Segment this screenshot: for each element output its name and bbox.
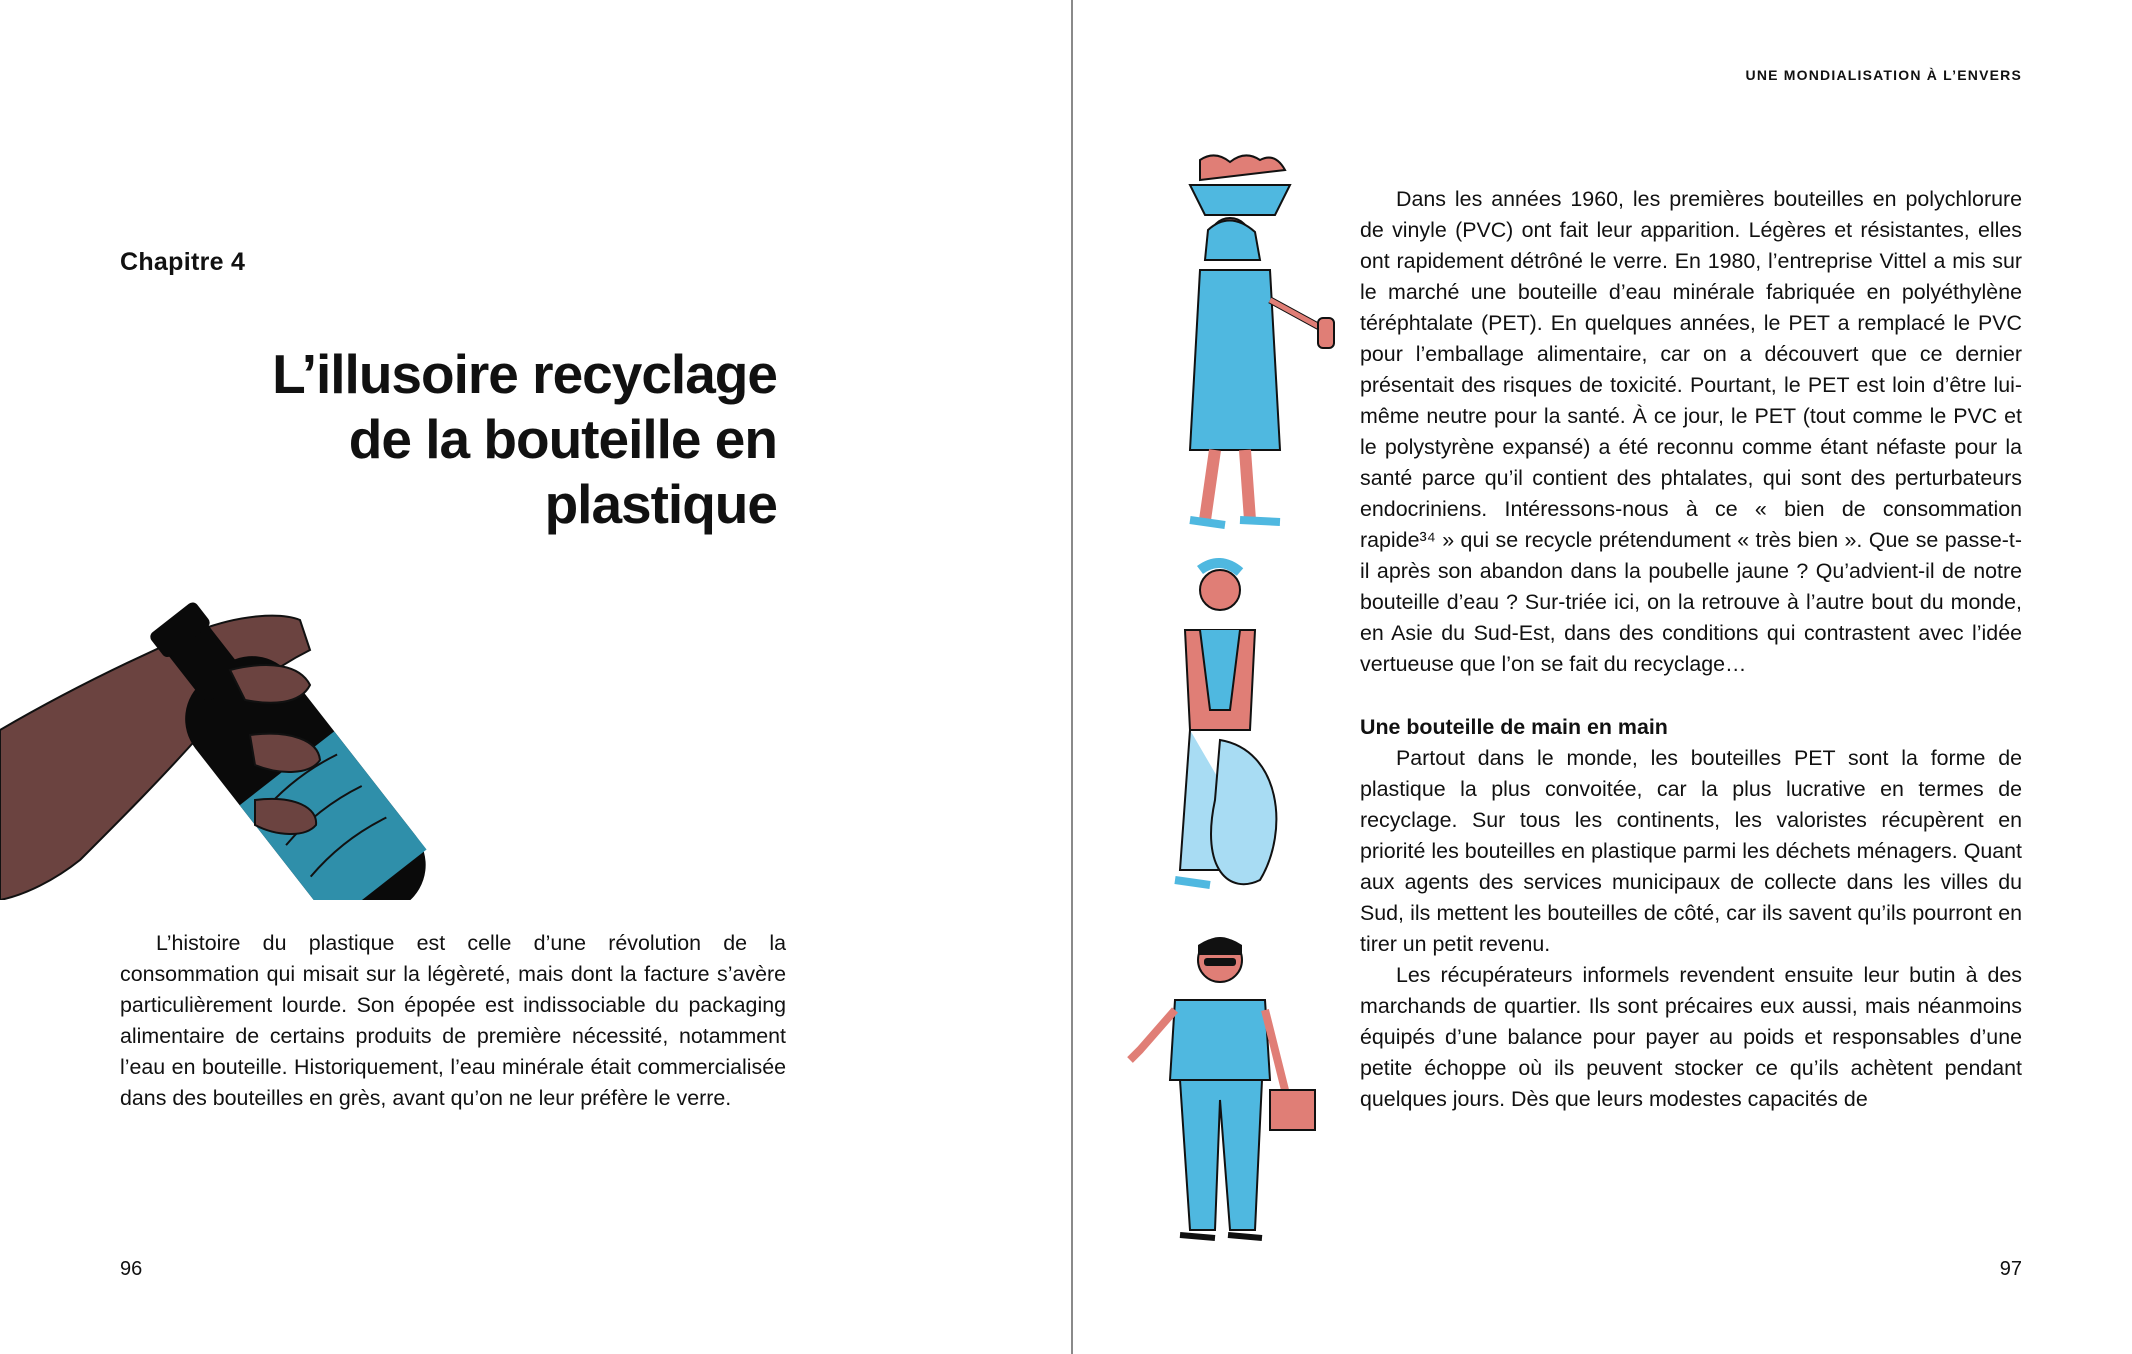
body-column: [1360, 184, 2022, 1115]
body-paragraph: Dans les années 1960, les premières bouteilles en polychlorure de vinyle (PVC) ont fait leur apparition. Légères et résistantes, elles ont rapidement détrôné le verre. En 1980, l’entreprise Vittel a mis sur le marché une bouteille d’eau minérale fabriquée en polyéthylène téréphtalate (PET). En quelques années, le PET a remplacé le PVC pour l’emballage alimentaire, car on a découvert que ce dernier présentait des risques de toxicité. Pourtant, le PET est loin d’être lui-même neutre pour la santé. À ce jour, le PET (tout comme le PVC et le polystyrène expansé) a été reconnu comme étant néfaste pour la santé parce qu’il contient des phtalates, qui sont des perturbateurs endocriniens. Intéressons-nous à ce « bien de consommation rapide³⁴ » qui se recycle prétendument « très bien ». Que se passe-t-il après son abandon dans la poubelle jaune ? Qu’advient-il de notre bouteille d’eau ? Sur-triée ici, on la retrouve à l’autre bout du monde, en Asie du Sud-Est, dans des conditions qui contrastent avec l’idée vertueuse que l’on se fait du recyclage…: [1360, 187, 2022, 676]
man-with-briefcase-figure: [1130, 938, 1315, 1239]
chapter-label: Chapitre 4: [120, 248, 246, 276]
page-number-right: 97: [1999, 1258, 2022, 1280]
page-number-left: 96: [120, 1258, 143, 1280]
woman-with-basket-figure: [1190, 155, 1334, 525]
body-paragraph: Les récupérateurs informels revendent ensuite leur butin à des marchands de quartier. Ils sont précaires eux aussi, mais néanmoins équipés d’une balance pour payer au poids et responsables d’une petite échoppe où ils peuvent stocker ce qu’ils achètent pendant quelques jours. Dès que leurs modestes capacités de: [1360, 963, 2022, 1111]
section-subheading: Une bouteille de main en main: [1360, 715, 1668, 739]
chapter-title-line: de la bouteille en: [348, 408, 777, 470]
running-head: UNE MONDIALISATION À L’ENVERS: [1745, 67, 2022, 83]
man-with-sack-figure: [1175, 563, 1276, 885]
page-gutter: [1071, 0, 1073, 1354]
body-paragraph: Partout dans le monde, les bouteilles PET sont la forme de plastique la plus convoitée, car la plus lucrative en termes de recyclage. Sur tous les continents, les valoristes récupèrent en priorité les bouteilles en plastique parmi les déchets ménagers. Quant aux agents des services municipaux de collecte dans les villes du Sud, ils mettent les bouteilles de côté, car ils savent qu’ils pourront en tirer un petit revenu.: [1360, 746, 2022, 956]
chapter-title-line: L’illusoire recyclage: [272, 343, 777, 405]
chapter-title: [177, 342, 777, 537]
intro-paragraph: L’histoire du plastique est celle d’une révolution de la consommation qui misait sur la légèreté, mais dont la facture s’avère particulièrement lourde. Son épopée est indissociable du packaging alimentaire de certains produits de première nécessité, notamment l’eau en bouteille. Historiquement, l’eau minérale était commercialisée dans des bouteilles en grès, avant qu’on ne leur préfère le verre.: [120, 931, 786, 1110]
worker-figures-illustration: [1120, 150, 1340, 1270]
hand-holding-bottle-illustration: [0, 520, 460, 900]
chapter-title-line: plastique: [544, 473, 777, 535]
